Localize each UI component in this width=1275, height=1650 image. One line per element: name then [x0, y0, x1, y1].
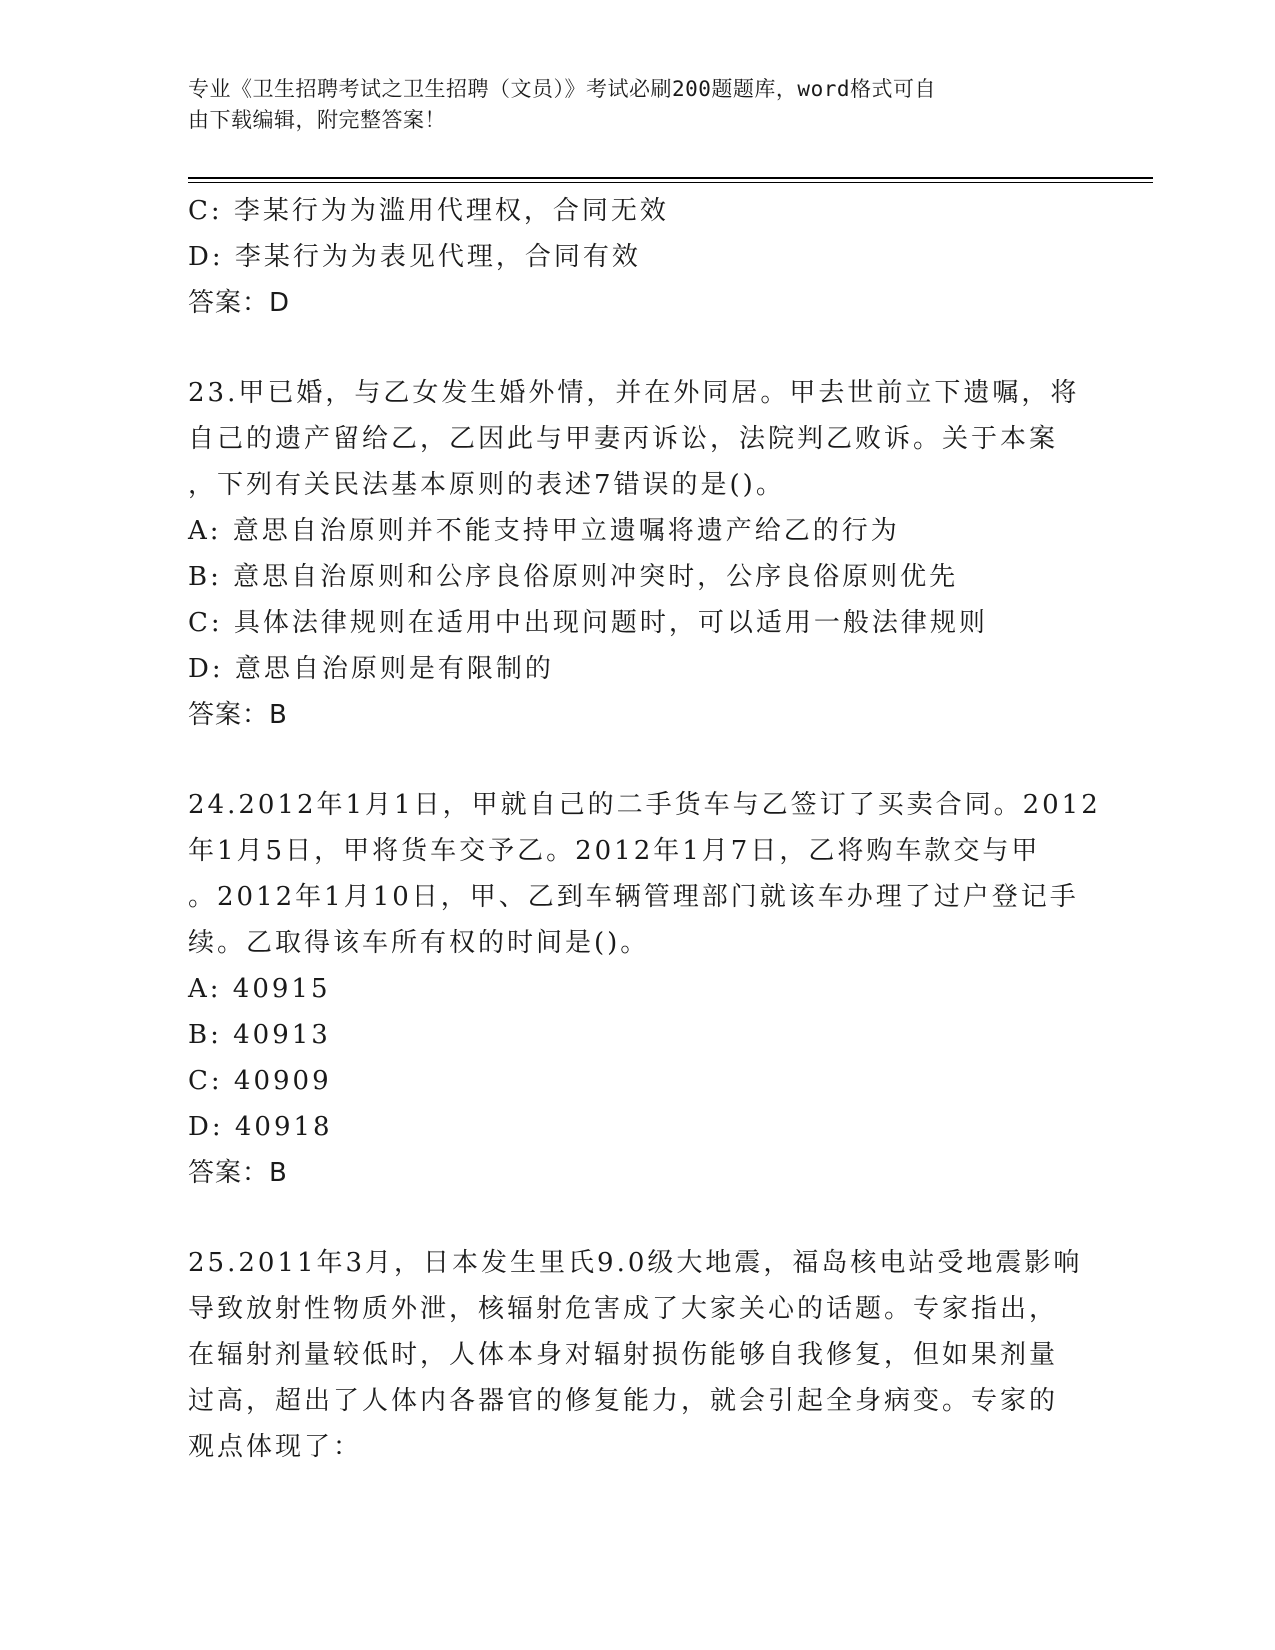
question-stem-line: 24.2012年1月1日，甲就自己的二手货车与乙签订了买卖合同。2012: [188, 790, 1101, 820]
header-rule-thick: [188, 177, 1153, 179]
option-a: A: 意思自治原则并不能支持甲立遗嘱将遗产给乙的行为: [188, 516, 900, 546]
answer: 答案：B: [188, 700, 288, 730]
option-c: C: 40909: [188, 1066, 332, 1096]
question-stem-line: 导致放射性物质外泄，核辐射危害成了大家关心的话题。专家指出，: [188, 1294, 1059, 1324]
question-23: [188, 370, 1088, 738]
header-rule-thin: [188, 182, 1153, 183]
document-body: [188, 188, 1101, 1470]
document-header: [188, 74, 1088, 136]
question-stem-line: 续。乙取得该车所有权的时间是()。: [188, 928, 650, 958]
question-25: [188, 1240, 1088, 1470]
question-stem-line: 23.甲已婚，与乙女发生婚外情，并在外同居。甲去世前立下遗嘱，将: [188, 378, 1080, 408]
question-stem-line: 过高，超出了人体内各器官的修复能力，就会引起全身病变。专家的: [188, 1386, 1059, 1416]
question-22-tail: [188, 188, 1088, 326]
option-b: B: 意思自治原则和公序良俗原则冲突时，公序良俗原则优先: [188, 562, 959, 592]
answer: 答案：D: [188, 288, 291, 318]
option-c: C: 李某行为为滥用代理权，合同无效: [188, 196, 669, 226]
question-stem-line: 年1月5日，甲将货车交予乙。2012年1月7日，乙将购车款交与甲: [188, 836, 1041, 866]
option-b: B: 40913: [188, 1020, 331, 1050]
question-24: [188, 782, 1101, 1196]
option-d: D: 李某行为为表见代理，合同有效: [188, 242, 641, 272]
option-d: D: 意思自治原则是有限制的: [188, 654, 554, 684]
option-a: A: 40915: [188, 974, 331, 1004]
option-d: D: 40918: [188, 1112, 333, 1142]
header-line-2: 由下载编辑，附完整答案！: [188, 108, 446, 132]
answer: 答案：B: [188, 1158, 288, 1188]
header-line-1: 专业《卫生招聘考试之卫生招聘（文员）》考试必刷200题题库，word格式可自: [188, 77, 936, 101]
question-stem-line: 。2012年1月10日，甲、乙到车辆管理部门就该车办理了过户登记手: [188, 882, 1079, 912]
question-stem-line: 观点体现了：: [188, 1432, 363, 1462]
question-stem-line: ，下列有关民法基本原则的表述7错误的是()。: [188, 470, 785, 500]
option-c: C: 具体法律规则在适用中出现问题时，可以适用一般法律规则: [188, 608, 988, 638]
question-stem-line: 自己的遗产留给乙，乙因此与甲妻丙诉讼，法院判乙败诉。关于本案: [188, 424, 1059, 454]
question-stem-line: 25.2011年3月，日本发生里氏9.0级大地震，福岛核电站受地震影响: [188, 1248, 1083, 1278]
question-stem-line: 在辐射剂量较低时，人体本身对辐射损伤能够自我修复，但如果剂量: [188, 1340, 1059, 1370]
